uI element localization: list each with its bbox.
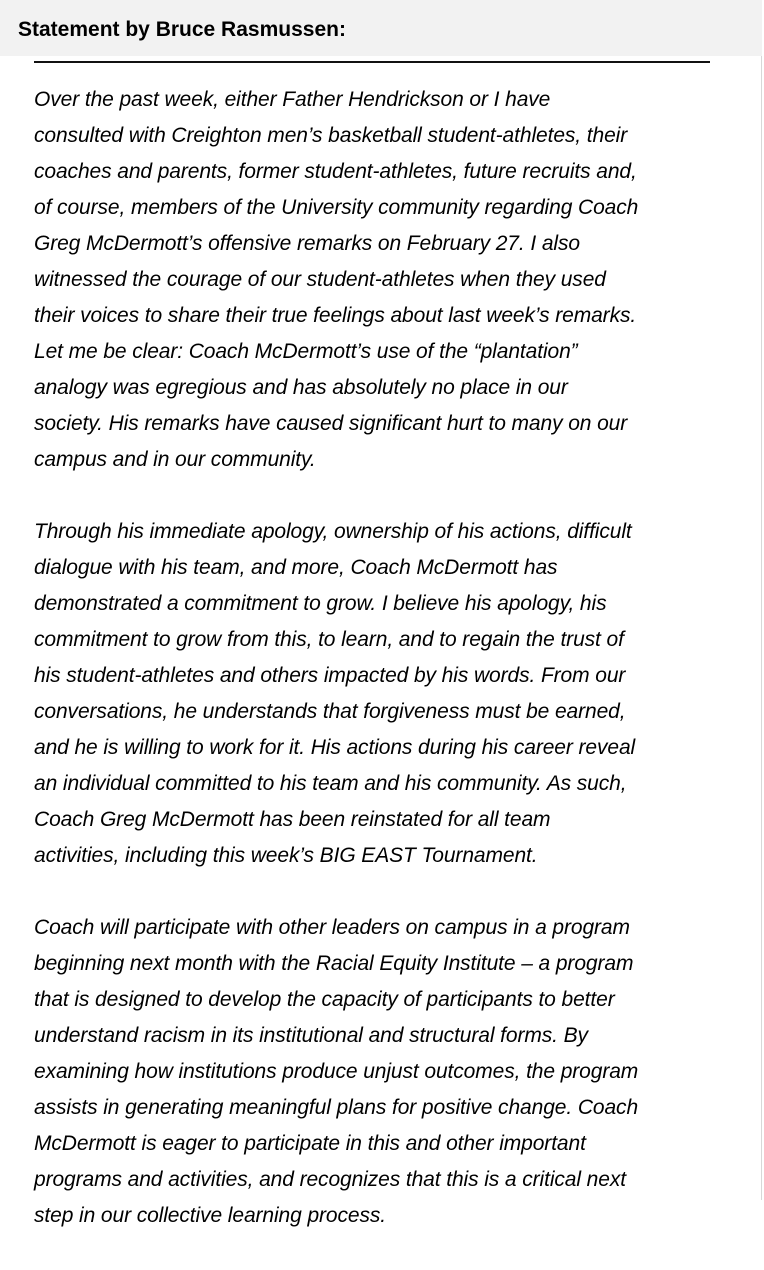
text-line: Let me be clear: Coach McDermott’s use of the “plantation” <box>34 340 578 363</box>
title-divider <box>34 61 710 63</box>
text-line: witnessed the courage of our student-athletes when they used <box>34 268 606 291</box>
text-line: coaches and parents, former student-athletes, future recruits and, <box>34 160 637 183</box>
text-line: Through his immediate apology, ownership of his actions, difficult <box>34 520 632 543</box>
paragraph-3 <box>34 910 724 1234</box>
statement-body <box>34 82 724 1270</box>
text-line: activities, including this week’s BIG EAST Tournament. <box>34 844 538 867</box>
text-line: that is designed to develop the capacity of participants to better <box>34 988 615 1011</box>
text-line: commitment to grow from this, to learn, and to regain the trust of <box>34 628 624 651</box>
text-line: campus and in our community. <box>34 448 316 471</box>
text-line: and he is willing to work for it. His actions during his career reveal <box>34 736 636 759</box>
text-line: Greg McDermott’s offensive remarks on February 27. I also <box>34 232 580 255</box>
text-line: beginning next month with the Racial Equity Institute – a program <box>34 952 634 975</box>
text-line: Coach will participate with other leaders on campus in a program <box>34 916 630 939</box>
text-line: step in our collective learning process. <box>34 1204 387 1227</box>
text-line: his student-athletes and others impacted by his words. From our <box>34 664 626 687</box>
text-line: consulted with Creighton men’s basketball student-athletes, their <box>34 124 628 147</box>
statement-header <box>0 0 762 56</box>
paragraph-2 <box>34 514 724 874</box>
statement-title: Statement by Bruce Rasmussen: <box>18 18 346 41</box>
paragraph-1 <box>34 82 724 478</box>
text-line: Coach Greg McDermott has been reinstated for all team <box>34 808 551 831</box>
text-line: their voices to share their true feelings about last week’s remarks. <box>34 304 637 327</box>
text-line: examining how institutions produce unjust outcomes, the program <box>34 1060 639 1083</box>
text-line: conversations, he understands that forgiveness must be earned, <box>34 700 626 723</box>
text-line: understand racism in its institutional and structural forms. By <box>34 1024 588 1047</box>
text-line: McDermott is eager to participate in this and other important <box>34 1132 586 1155</box>
text-line: dialogue with his team, and more, Coach McDermott has <box>34 556 558 579</box>
text-line: analogy was egregious and has absolutely no place in our <box>34 376 568 399</box>
text-line: Over the past week, either Father Hendrickson or I have <box>34 88 551 111</box>
text-line: assists in generating meaningful plans for positive change. Coach <box>34 1096 639 1119</box>
text-line: of course, members of the University community regarding Coach <box>34 196 639 219</box>
text-line: an individual committed to his team and his community. As such, <box>34 772 627 795</box>
text-line: programs and activities, and recognizes that this is a critical next <box>34 1168 626 1191</box>
text-line: demonstrated a commitment to grow. I believe his apology, his <box>34 592 607 615</box>
text-line: society. His remarks have caused significant hurt to many on our <box>34 412 628 435</box>
